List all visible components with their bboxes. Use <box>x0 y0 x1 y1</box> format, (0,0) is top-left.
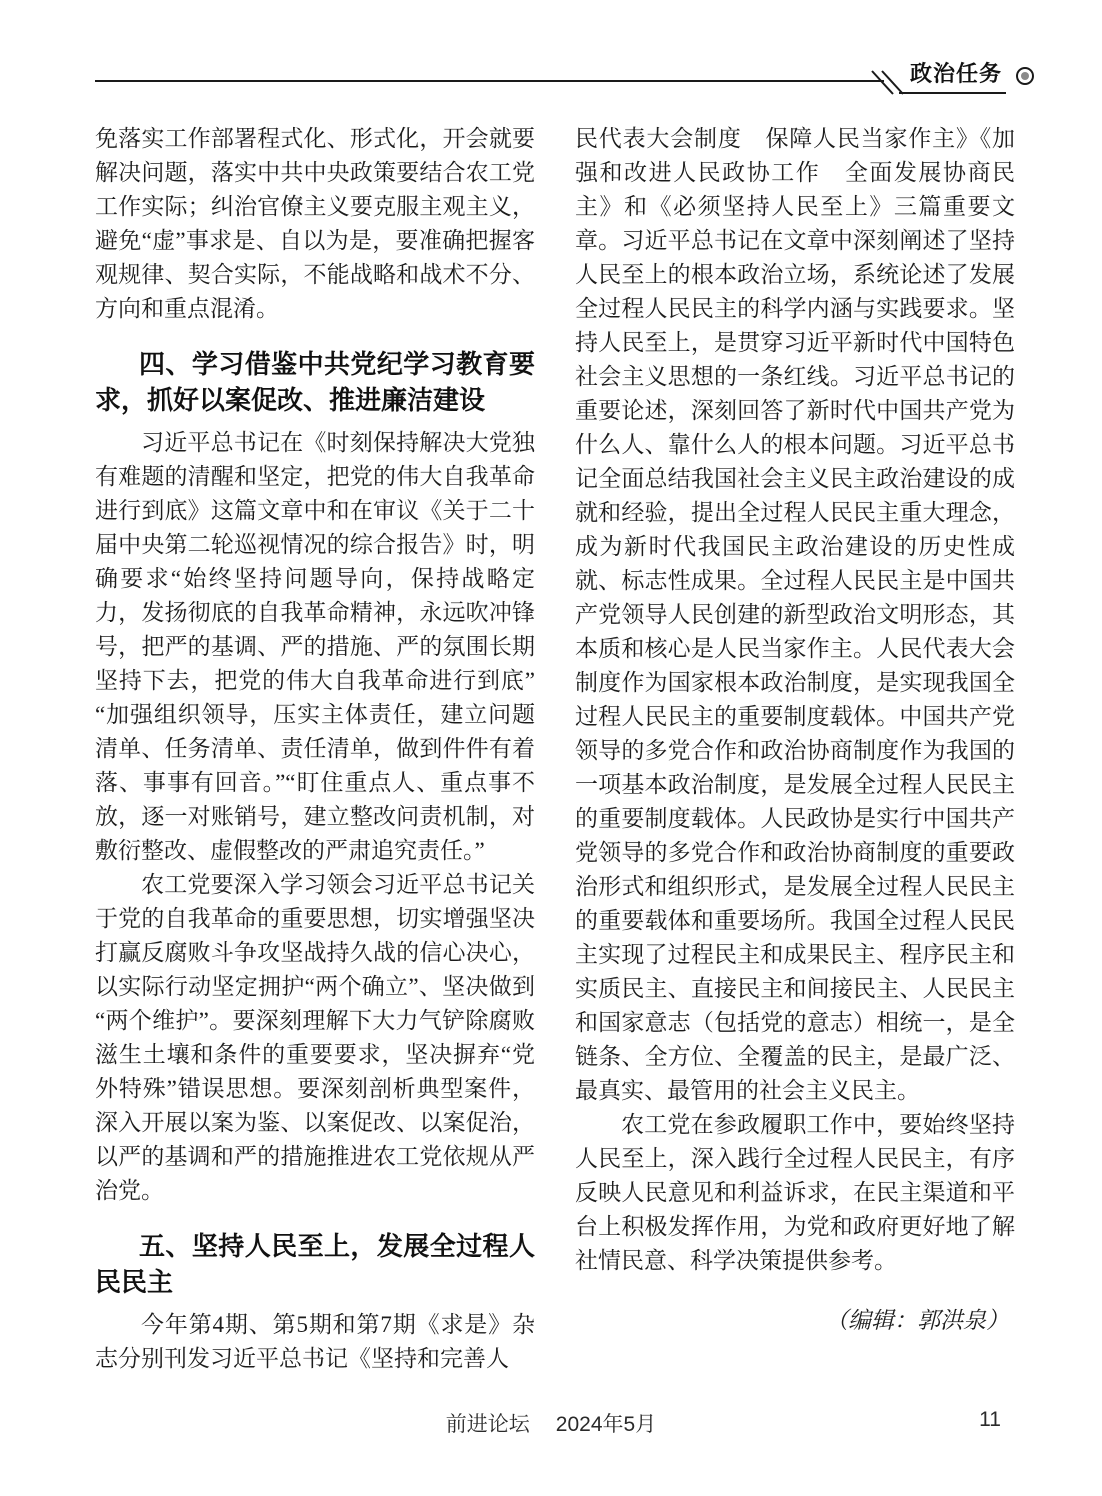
left-column <box>95 122 535 1376</box>
bullseye-icon <box>1016 67 1034 85</box>
header-rule <box>0 0 1102 110</box>
body-paragraph: 今年第4期、第5期和第7期《求是》杂志分别刊发习近平总书记《坚持和完善人 <box>95 1312 535 1371</box>
paragraph-continued-from-previous-page: 免落实工作部署程式化、形式化，开会就要解决问题，落实中共中央政策要结合农工党工作实际；纠治官僚主义要克服主观主义，避免“虚”事求是、自以为是，要准确把握客观规律、契合实际，不能战略和战术不分、方向和重点混淆。 <box>95 126 535 321</box>
issue-date: 2024年5月 <box>555 1413 657 1436</box>
paragraph-continued-from-left-column: 民代表大会制度 保障人民当家作主》《加强和改进人民政协工作 全面发展协商民主》和《必须坚持人民至上》三篇重要文章。习近平总书记在文章中深刻阐述了坚持人民至上的根本政治立场，系统论述了发展全过程人民民主的科学内涵与实践要求。坚持人民至上，是贯穿习近平新时代中国特色社会主义思想的一条红线。习近平总书记的重要论述，深刻回答了新时代中国共产党为什么人、靠什么人的根本问题。习近平总书记全面总结我国社会主义民主政治建设的成就和经验，提出全过程人民民主重大理念，成为新时代我国民主政治建设的历史性成就、标志性成果。全过程人民民主是中国共产党领导人民创建的新型政治文明形态，其本质和核心是人民当家作主。人民代表大会制度作为国家根本政治制度，是实现我国全过程人民民主的重要制度载体。中国共产党领导的多党合作和政治协商制度作为我国的一项基本政治制度，是发展全过程人民民主的重要制度载体。人民政协是实行中国共产党领导的多党合作和政治协商制度的重要政治形式和组织形式，是发展全过程人民民主的重要载体和重要场所。我国全过程人民民主实现了过程民主和成果民主、程序民主和实质民主、直接民主和间接民主、人民民主和国家意志（包括党的意志）相统一，是全链条、全方位、全覆盖的民主，是最广泛、最真实、最管用的社会主义民主。 <box>575 126 1015 1103</box>
body-paragraph: 农工党要深入学习领会习近平总书记关于党的自我革命的重要思想，切实增强坚决打赢反腐败斗争攻坚战持久战的信心决心，以实际行动坚定拥护“两个确立”、坚决做到“两个维护”。要深刻理解下大力气铲除腐败滋生土壤和条件的重要要求，坚决摒弃“党外特殊”错误思想。要深刻剖析典型案件，深入开展以案为鉴、以案促改、以案促治，以严的基调和严的措施推进农工党依规从严治党。 <box>95 872 535 1203</box>
page-number: 11 <box>979 1408 1001 1431</box>
section-heading-5: 五、坚持人民至上，发展全过程人民民主 <box>95 1231 535 1297</box>
section-heading-4: 四、学习借鉴中共党纪学习教育要求，抓好以案促改、推进廉洁建设 <box>95 349 535 415</box>
editor-credit: （编辑：郭洪泉） <box>825 1308 1009 1333</box>
body-paragraph: 农工党在参政履职工作中，要始终坚持人民至上，深入践行全过程人民民主，有序反映人民意见和利益诉求，在民主渠道和平台上积极发挥作用，为党和政府更好地了解社情民意、科学决策提供参考。 <box>575 1112 1015 1273</box>
page-footer <box>0 1408 1102 1438</box>
section-tag: 政治任务 <box>910 61 1003 86</box>
journal-name: 前进论坛 <box>445 1413 530 1436</box>
body-paragraph: 习近平总书记在《时刻保持解决大党独有难题的清醒和坚定，把党的伟大自我革命进行到底》这篇文章中和在审议《关于二十届中央第二轮巡视情况的综合报告》时，明确要求“始终坚持问题导向，保持战略定力，发扬彻底的自我革命精神，永远吹冲锋号，把严的基调、严的措施、严的氛围长期坚持下去，把党的伟大自我革命进行到底”“加强组织领导，压实主体责任，建立问题清单、任务清单、责任清单，做到件件有着落、事事有回音。”“盯住重点人、重点事不放，逐一对账销号，建立整改问责机制，对敷衍整改、虚假整改的严肃追究责任。” <box>95 430 535 863</box>
right-column <box>575 122 1015 1338</box>
